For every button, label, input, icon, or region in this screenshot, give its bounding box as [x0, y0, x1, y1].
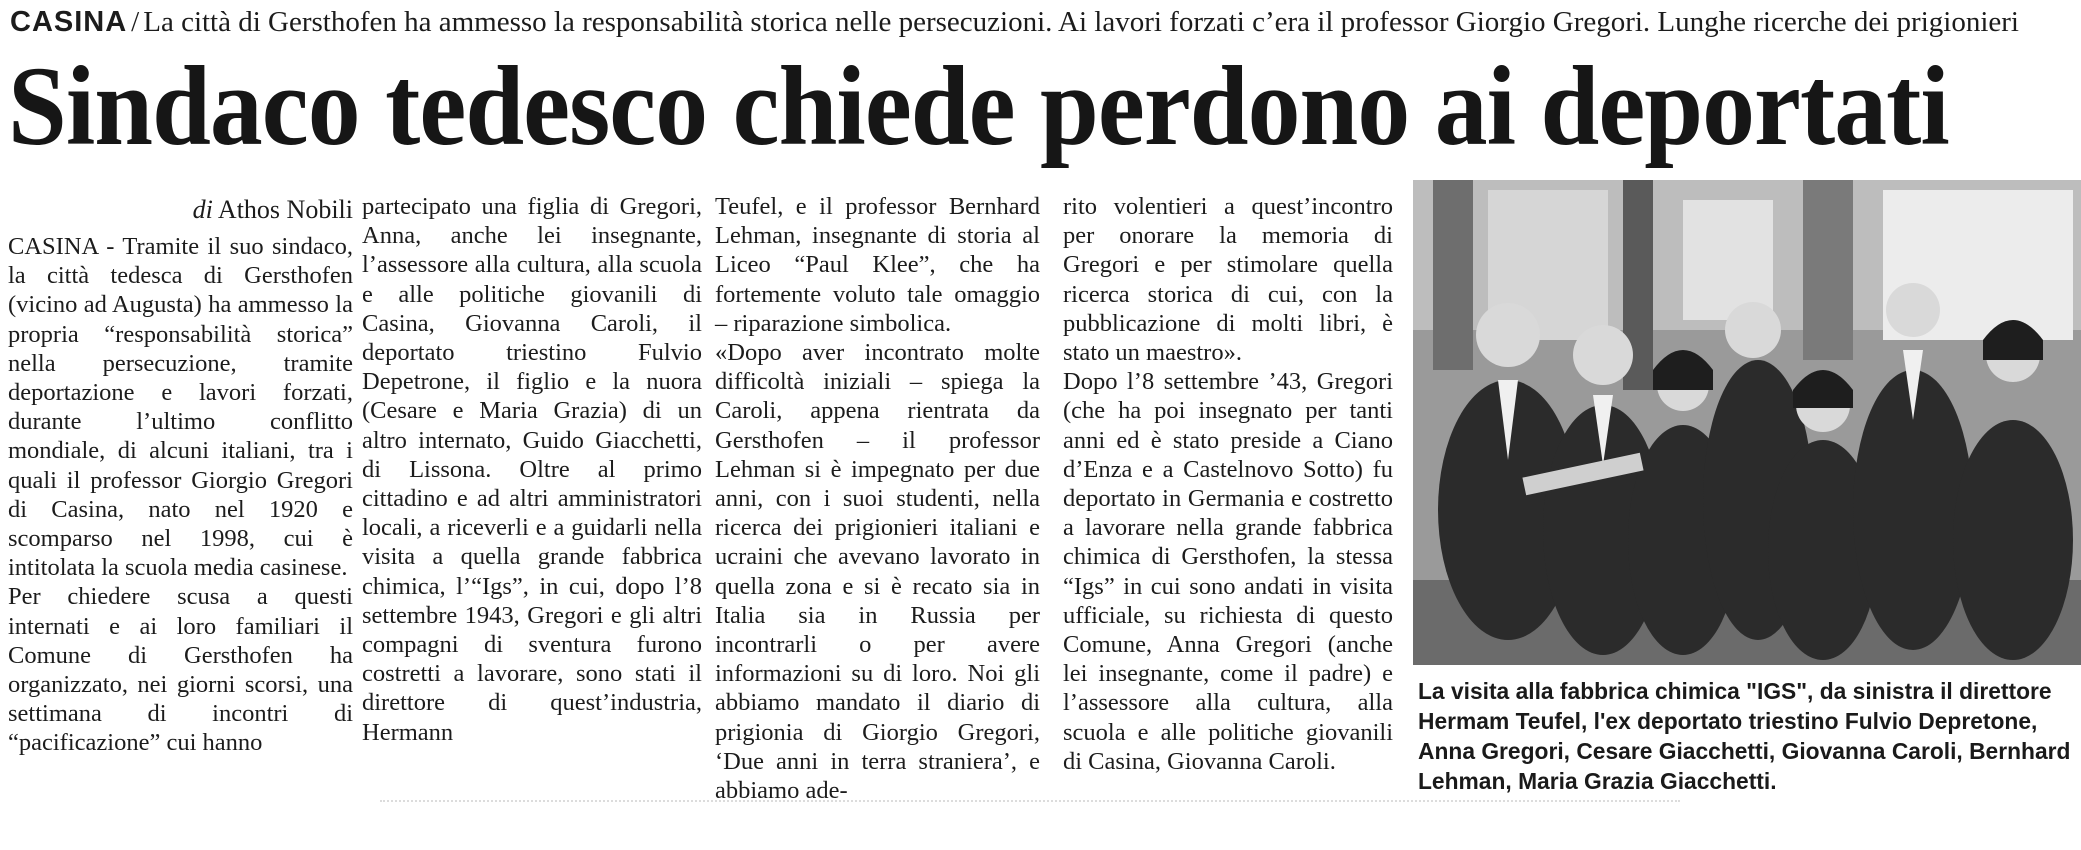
byline-author: Athos Nobili: [217, 195, 353, 224]
article-column-4: [1063, 192, 1393, 776]
column-1-paragraph-2: Per chiedere scusa a questi internati e ai loro familiari il Comune di Gersthofen ha organizzato, nei giorni scorsi, una settimana di incontri di “pacificazione” cui hanno: [8, 583, 353, 757]
scan-artifact-line: [380, 800, 1680, 832]
article-column-3: [715, 192, 1040, 805]
group-photo: [1413, 180, 2081, 665]
byline: [8, 192, 353, 228]
column-2-paragraph-1: partecipato una figlia di Gregori, Anna, anche lei insegnante, l’assessore alla cultura, alla scuola e alle politiche giovanili di Casina, Giovanna Caroli, il deportato triestino Fulvio Depetrone, il figlio e la nuora (Cesare e Maria Grazia) di un altro internato, Guido Giacchetti, di Lissona. Oltre al primo cittadino e ad altri amministratori locali, a riceverli e a guidarli nella visita a quella grande fabbrica chimica, l’“Igs”, in cui, dopo l’8 settembre 1943, Gregori e gli altri compagni di sventura furono costretti a lavorare, sono stati il direttore di quest’industria, Hermann: [362, 193, 702, 746]
kicker-place: CASINA: [10, 6, 128, 38]
column-3-paragraph-2: «Dopo aver incontrato molte difficoltà iniziali – spiega la Caroli, appena rientrata da Gersthofen – il professor Lehman si è impegnato per due anni, con i suoi studenti, nella ricerca dei prigionieri italiani e ucraini che avevano lavorato in quella zona e si è recato sia in Italia sia in Russia per incontrarli o per avere informazioni su di loro. Noi gli abbiamo mandato il diario di prigionia di Giorgio Gregori, ‘Due anni in terra straniera’, e abbiamo ade-: [715, 339, 1040, 805]
column-4-paragraph-2: Dopo l’8 settembre ’43, Gregori (che ha poi insegnato per tanti anni ed è stato preside a Ciano d’Enza e a Castelnovo Sotto) fu deportato in Germania e costretto a lavorare nella grande fabbrica chimica di Gersthofen, la stessa “Igs” in cui sono andati in visita ufficiale, su richiesta di questo Comune, Anna Gregori (anche lei insegnante, come il padre) e l’assessore alla cultura, alla scuola e alle politiche giovanili di Casina, Giovanna Caroli.: [1063, 368, 1393, 775]
column-3-paragraph-1: Teufel, e il professor Bernhard Lehman, insegnante di storia al Liceo “Paul Klee”, che ha fortemente voluto tale omaggio – riparazione simbolica.: [715, 193, 1040, 337]
column-4-paragraph-1: rito volentieri a quest’incontro per onorare la memoria di Gregori e per stimolare quella ricerca storica di cui, con la pubblicazione di molti libri, è stato un maestro».: [1063, 193, 1393, 367]
article-column-2: [362, 192, 702, 747]
kicker-line: [10, 2, 2080, 42]
kicker-separator: /: [131, 6, 140, 38]
kicker-text: La città di Gersthofen ha ammesso la responsabilità storica nelle persecuzioni. Ai lavori forzati c’era il professor Giorgio Gregori. Lunghe ricerche dei prigionieri: [143, 6, 2019, 38]
column-1-paragraph-1: CASINA - Tramite il suo sindaco, la città tedesca di Gersthofen (vicino ad Augusta) ha ammesso la propria “responsabilità storica” nella persecuzione, tramite deportazione e lavori forzati, durante l’ultimo conflitto mondiale, di alcuni italiani, tra i quali il professor Giorgio Gregori di Casina, nato nel 1920 e scomparso nel 1998, cui è intitolata la scuola media casinese.: [8, 233, 353, 582]
headline: Sindaco tedesco chiede perdono ai deportati: [8, 44, 1949, 169]
group-photo-illustration: [1413, 180, 2081, 665]
byline-prefix: di: [192, 195, 213, 224]
photo-caption: La visita alla fabbrica chimica "IGS", da sinistra il direttore Hermam Teufel, l'ex deportato triestino Fulvio Depretone, Anna Gregori, Cesare Giacchetti, Giovanna Caroli, Bernhard Lehman, Maria Grazia Giacchetti.: [1418, 678, 2071, 794]
article-column-1: [8, 192, 353, 758]
